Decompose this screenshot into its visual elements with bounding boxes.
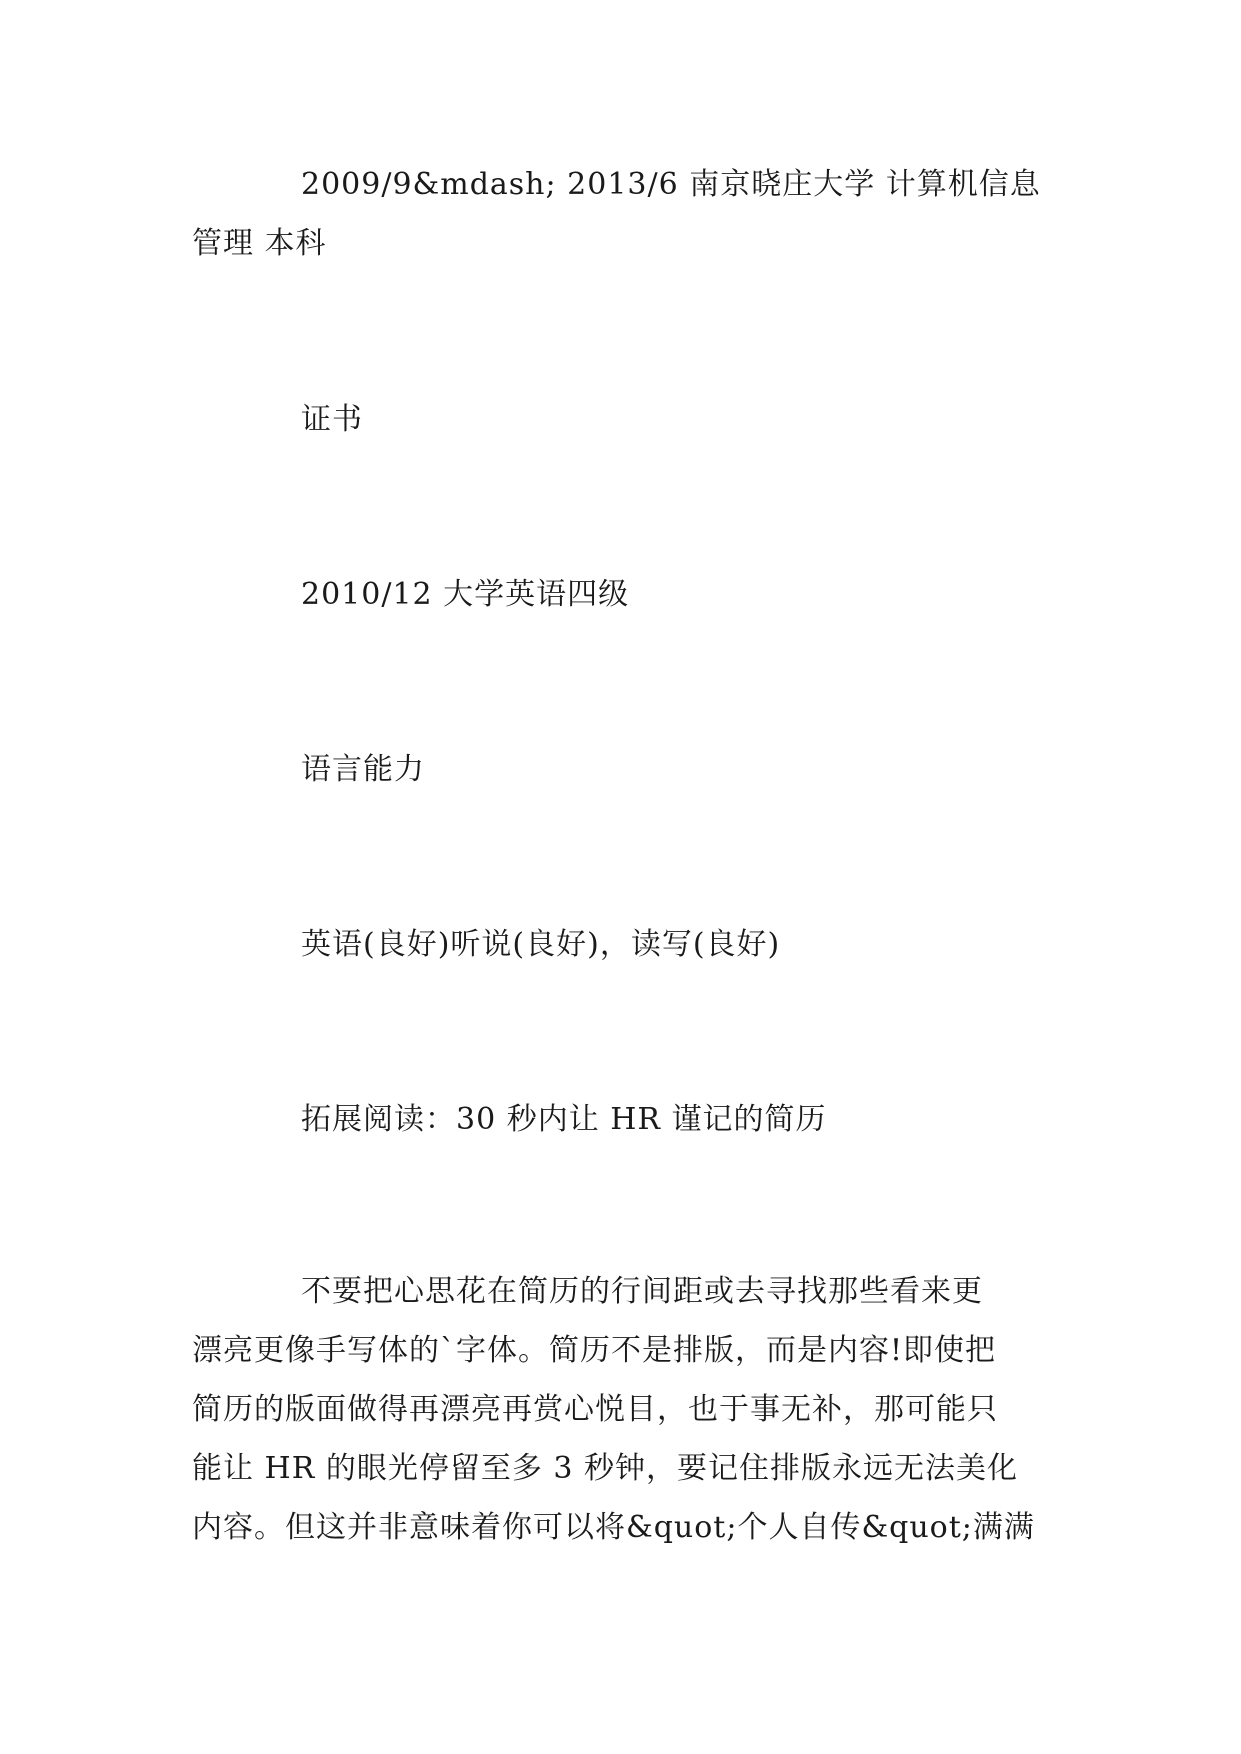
paragraph-line: 不要把心思花在简历的行间距或去寻找那些看来更 (301, 1274, 983, 1309)
language-item: 英语(良好)听说(良好)，读写(良好) (301, 927, 781, 962)
language-heading: 语言能力 (301, 752, 425, 787)
education-line-2: 管理 本科 (192, 226, 327, 261)
paragraph-line: 内容。但这并非意味着你可以将&quot;个人自传&quot;满满 (192, 1510, 1035, 1545)
certificate-item: 2010/12 大学英语四级 (301, 577, 630, 612)
certificate-heading: 证书 (301, 402, 363, 437)
paragraph-line: 漂亮更像手写体的`字体。简历不是排版，而是内容!即使把 (192, 1333, 997, 1368)
paragraph-line: 能让 HR 的眼光停留至多 3 秒钟，要记住排版永远无法美化 (192, 1451, 1018, 1486)
paragraph-line: 简历的版面做得再漂亮再赏心悦目，也于事无补，那可能只 (192, 1392, 998, 1427)
education-line-1: 2009/9&mdash; 2013/6 南京晓庄大学 计算机信息 (301, 167, 1041, 202)
extended-reading-title: 拓展阅读：30 秒内让 HR 谨记的简历 (301, 1102, 827, 1137)
